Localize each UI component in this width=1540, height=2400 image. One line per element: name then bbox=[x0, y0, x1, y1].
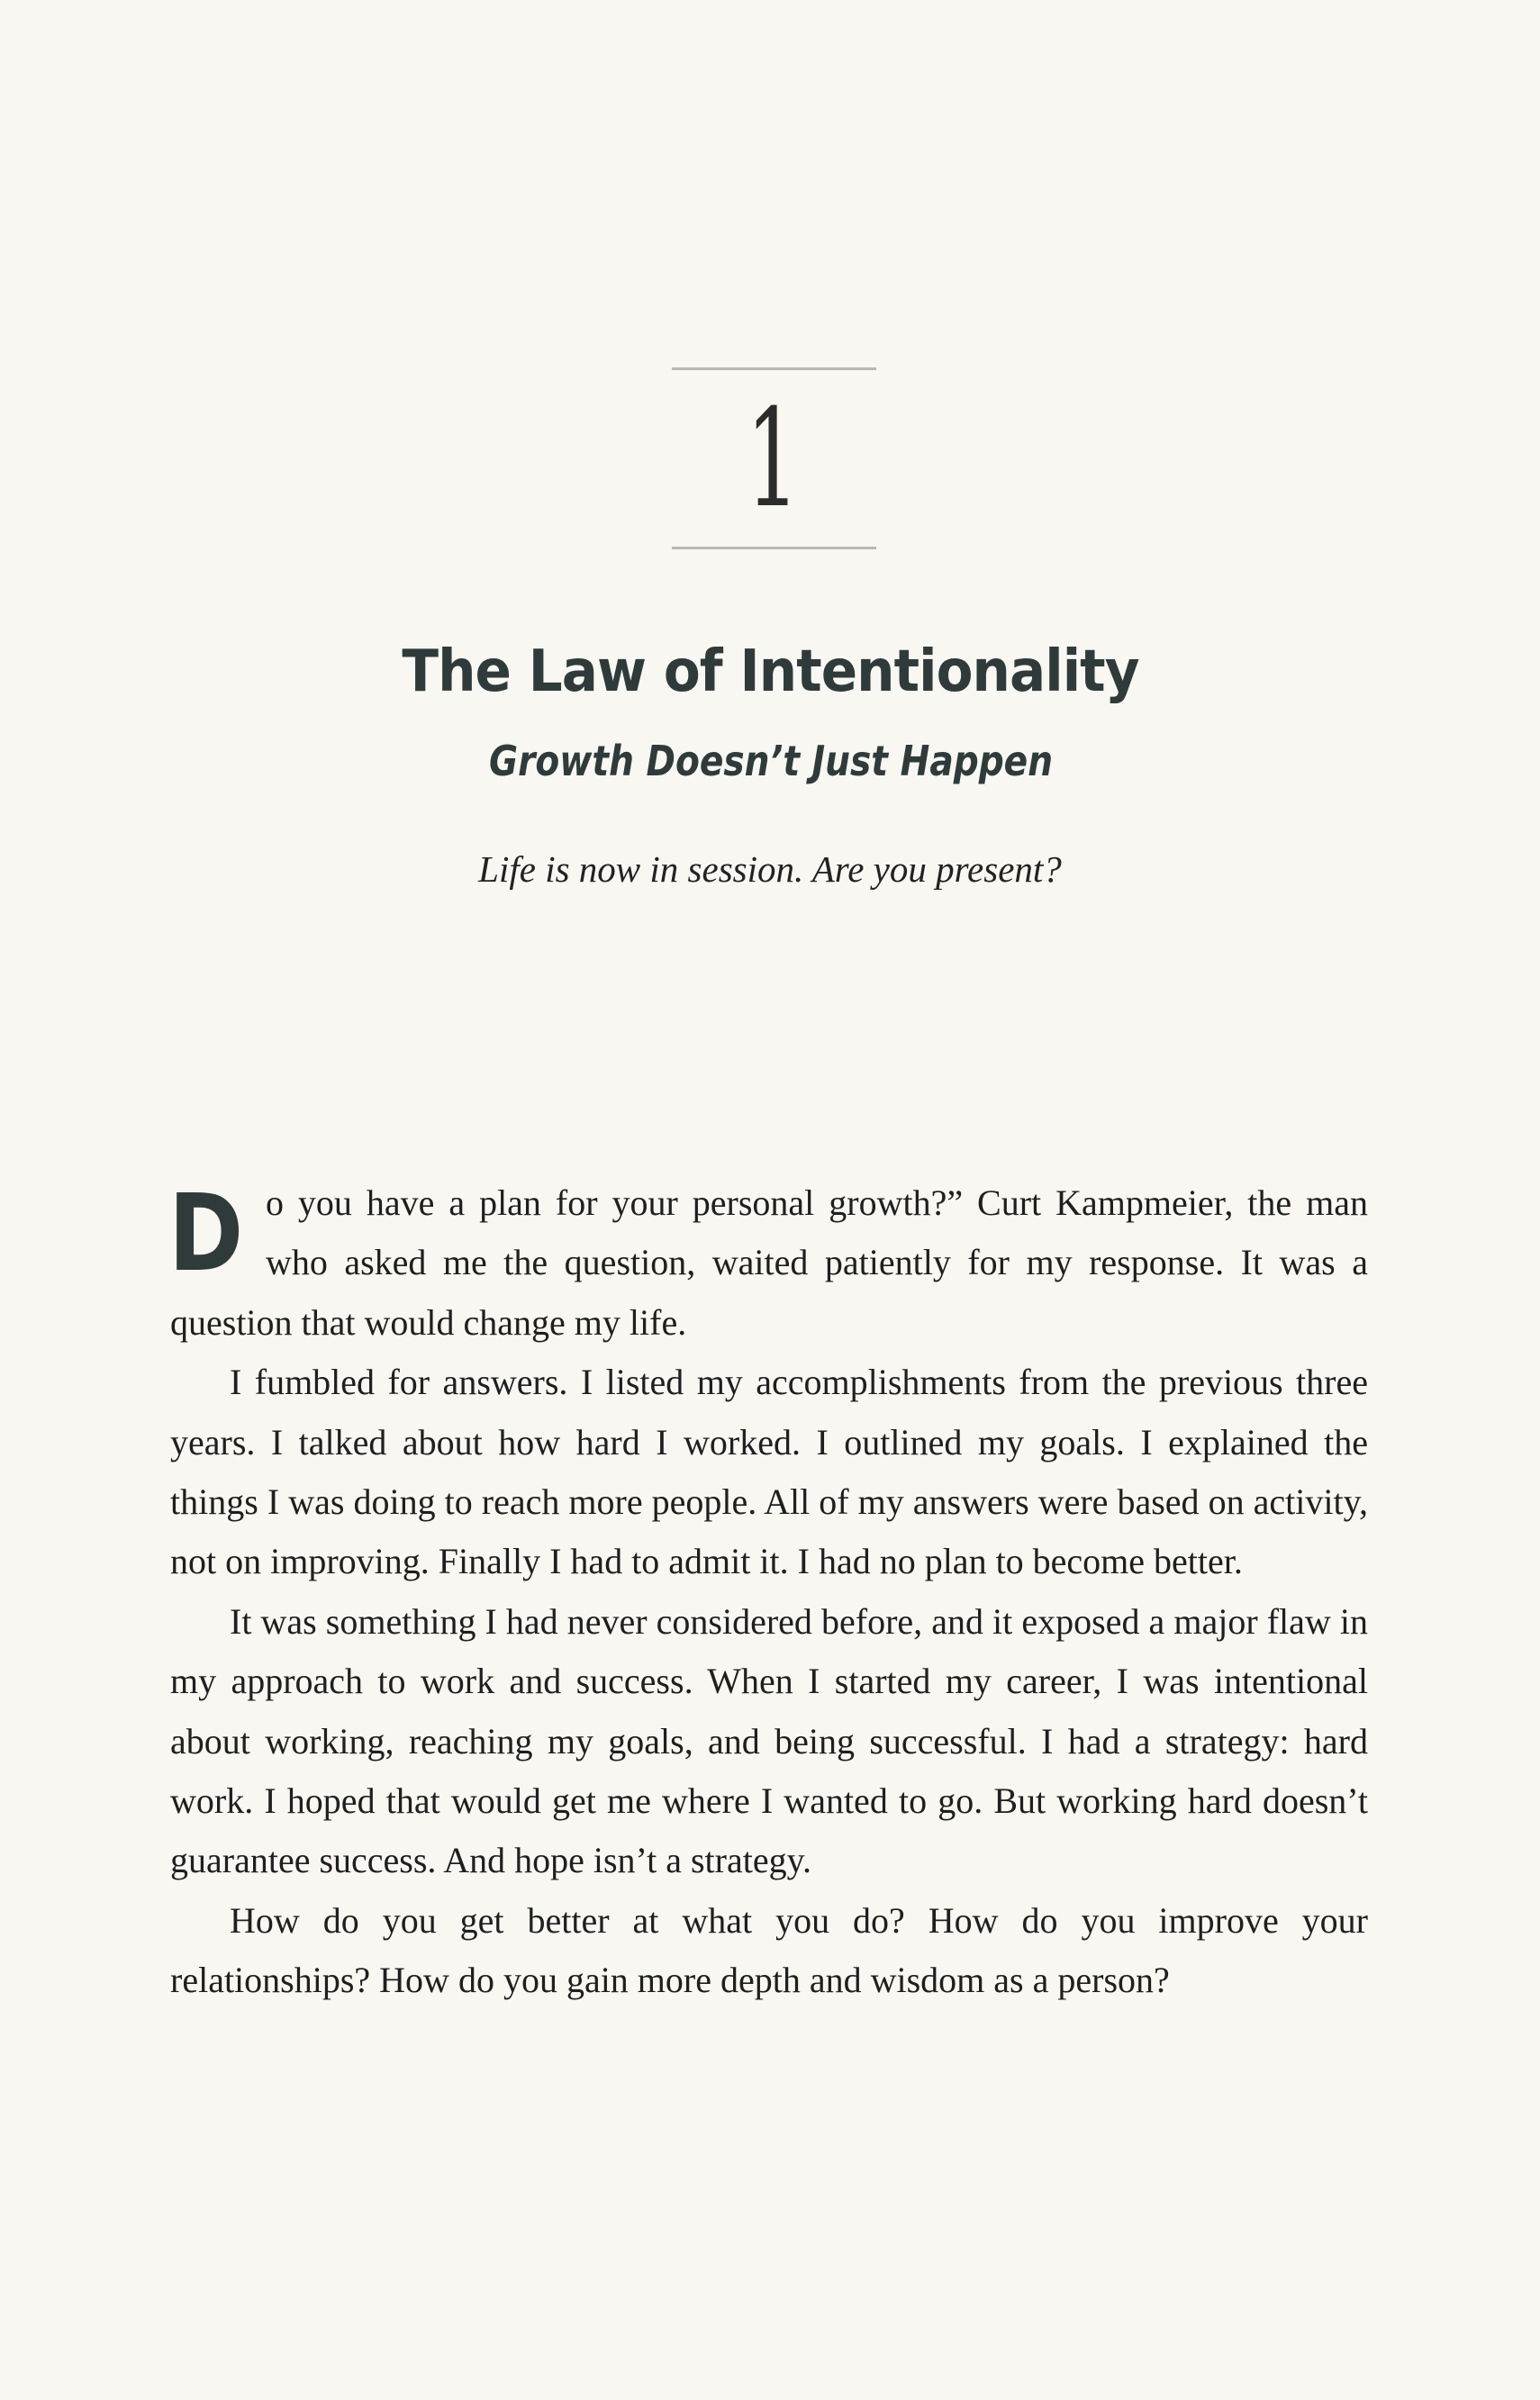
drop-cap: D bbox=[168, 1171, 244, 1295]
paragraph-4: How do you get better at what you do? How do you improve your relationships? How do you gain more depth and wisdom as a person? bbox=[170, 1899, 1368, 2001]
paragraph-2: I fumbled for answers. I listed my accomplishments from the previous three years. I talked about how hard I worked. I outlined my goals. I explained the things I was doing to reach more people. All of my answers were based on activity, not on improving. Finally I had to admit it. I had no plan to become better. bbox=[170, 1362, 1368, 1582]
chapter-title: The Law of Intentionality bbox=[402, 638, 1139, 705]
chapter-number: 1 bbox=[746, 381, 800, 538]
chapter-epigraph: Life is now in session. Are you present? bbox=[478, 848, 1062, 890]
chapter-rule-top bbox=[672, 367, 876, 370]
chapter-subtitle: Growth Doesn’t Just Happen bbox=[489, 737, 1054, 785]
body-text bbox=[170, 1173, 1368, 2011]
paragraph-1-text: o you have a plan for your personal growth?” Curt Kampmeier, the man who asked me the question, waited patiently for my response. It was a question that would change my life. bbox=[170, 1182, 1368, 1343]
paragraph-3: It was something I had never considered before, and it exposed a major flaw in my approach to work and success. When I started my career, I was intentional about working, reaching my goals, and being successful. I had a strategy: hard work. I hoped that would get me where I wanted to go. But working hard doesn’t guarantee success. And hope isn’t a strategy. bbox=[170, 1600, 1368, 1881]
chapter-rule-bottom bbox=[672, 547, 876, 549]
paragraph-1 bbox=[170, 1173, 1368, 1353]
